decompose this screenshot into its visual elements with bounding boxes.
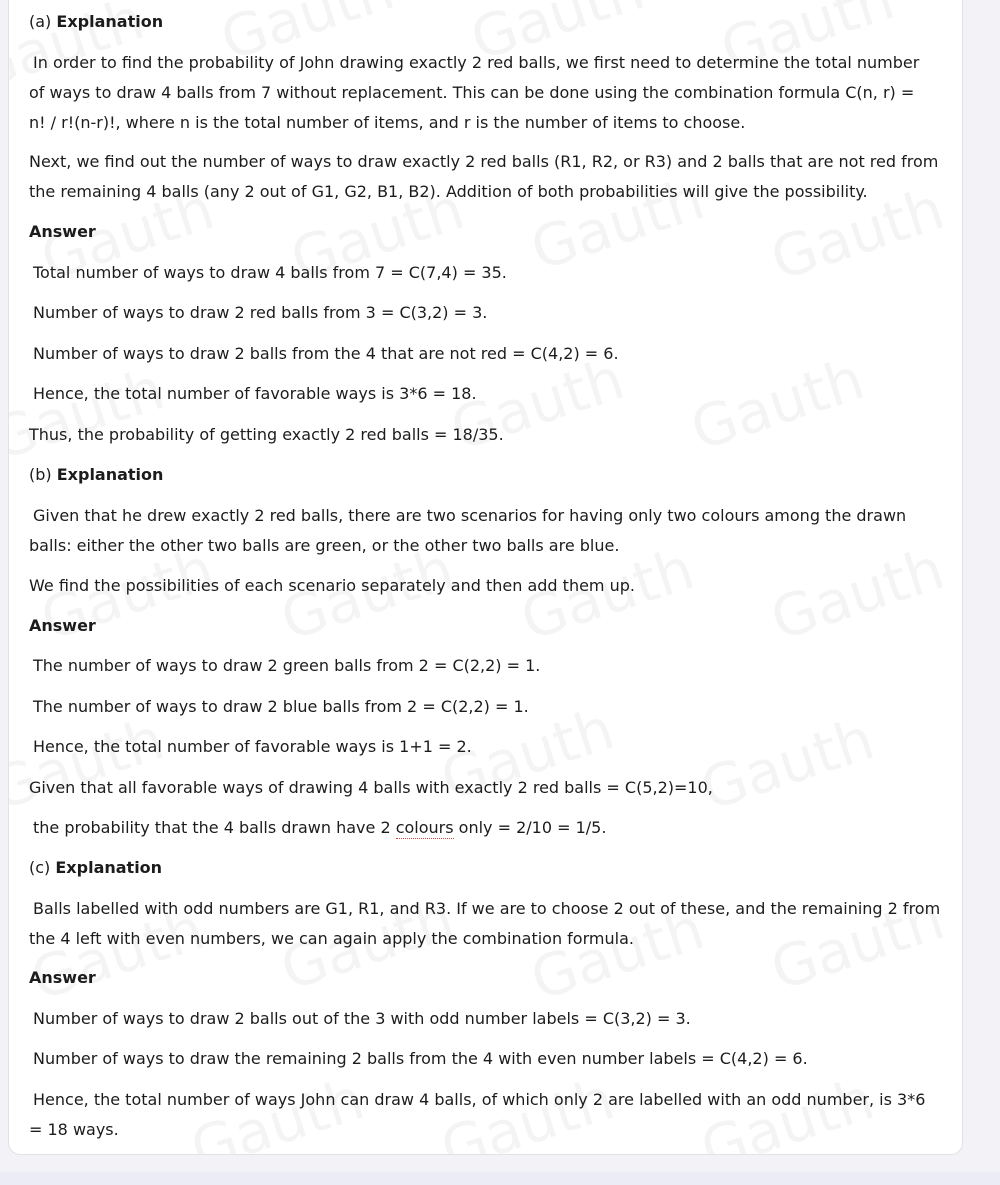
answer-label: Answer	[29, 222, 96, 241]
section-heading-c: (c) Explanation	[29, 858, 163, 877]
answer-line: Given that all favorable ways of drawing 4 balls with exactly 2 red balls = C(5,2)=10,	[29, 778, 713, 797]
watermark	[693, 704, 882, 823]
explanation-line: balls: either the other two balls are green, or the other two balls are blue.	[29, 536, 620, 555]
answer-line: = 18 ways.	[29, 1120, 119, 1139]
answer-line: Hence, the total number of favorable ways is 3*6 = 18.	[33, 384, 477, 403]
answer-line: The number of ways to draw 2 green balls from 2 = C(2,2) = 1.	[33, 656, 541, 675]
answer-line: Number of ways to draw 2 red balls from 3 = C(3,2) = 3.	[33, 303, 488, 322]
answer-label: Answer	[29, 616, 96, 635]
answer-line: Thus, the probability of getting exactly 2 red balls = 18/35.	[29, 425, 504, 444]
answer-line: Hence, the total number of ways John can draw 4 balls, of which only 2 are labelled with an odd number, is 3*6	[33, 1090, 926, 1109]
watermark	[683, 344, 872, 463]
explanation-line: n! / r!(n-r)!, where n is the total number of items, and r is the number of items to choose.	[29, 113, 746, 132]
section-heading-b: (b) Explanation	[29, 465, 164, 484]
answer-line: Number of ways to draw 2 balls out of the 3 with odd number labels = C(3,2) = 3.	[33, 1009, 691, 1028]
spelling-highlight[interactable]: colours	[395, 818, 454, 837]
explanation-line: Next, we find out the number of ways to draw exactly 2 red balls (R1, R2, or R3) and 2 balls that are not red from	[29, 152, 939, 171]
answer-line: Number of ways to draw 2 balls from the 4 that are not red = C(4,2) = 6.	[33, 344, 619, 363]
watermark	[8, 704, 172, 823]
answer-line: The number of ways to draw 2 blue balls from 2 = C(2,2) = 1.	[33, 697, 529, 716]
answer-line: Total number of ways to draw 4 balls from 7 = C(7,4) = 35.	[33, 263, 507, 282]
explanation-line: We find the possibilities of each scenario separately and then add them up.	[29, 576, 635, 595]
watermark	[763, 534, 952, 653]
explanation-line: Given that he drew exactly 2 red balls, there are two scenarios for having only two colours among the drawn	[33, 506, 907, 525]
explanation-line: In order to find the probability of John drawing exactly 2 red balls, we first need to determine the total number	[33, 53, 920, 72]
explanation-line: the remaining 4 balls (any 2 out of G1, G2, B1, B2). Addition of both probabilities will give the possibility.	[29, 182, 868, 201]
section-heading-a: (a) Explanation	[29, 12, 164, 31]
answer-line: the probability that the 4 balls drawn have 2 colours only = 2/10 = 1/5.	[33, 818, 607, 837]
answer-label: Answer	[29, 968, 96, 987]
answer-line: Number of ways to draw the remaining 2 balls from the 4 with even number labels = C(4,2) = 6.	[33, 1049, 808, 1068]
answer-line: Hence, the total number of favorable ways is 1+1 = 2.	[33, 737, 472, 756]
explanation-line: of ways to draw 4 balls from 7 without replacement. This can be done using the combination formula C(n, r) =	[29, 83, 915, 102]
page-footer-strip	[0, 1172, 1000, 1185]
solution-card	[8, 0, 963, 1155]
explanation-line: the 4 left with even numbers, we can again apply the combination formula.	[29, 929, 634, 948]
explanation-line: Balls labelled with odd numbers are G1, R1, and R3. If we are to choose 2 out of these, and the remaining 2 from	[33, 899, 941, 918]
watermark	[8, 354, 172, 473]
